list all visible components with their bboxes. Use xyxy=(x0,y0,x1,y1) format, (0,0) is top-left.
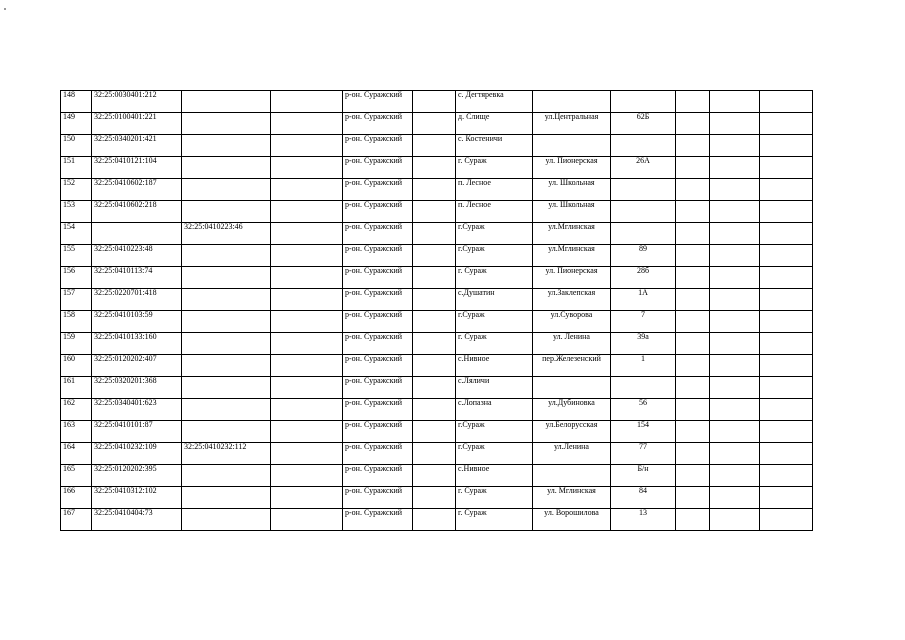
street-cell xyxy=(533,377,611,399)
empty-cell xyxy=(413,201,456,223)
empty-cell xyxy=(710,201,760,223)
empty-cell xyxy=(676,377,710,399)
related-cadastral-number xyxy=(182,465,271,487)
locality-cell: д. Слище xyxy=(456,113,533,135)
empty-cell xyxy=(271,245,343,267)
related-cadastral-number xyxy=(182,157,271,179)
row-number: 159 xyxy=(61,333,92,355)
table-row xyxy=(61,113,813,135)
empty-cell xyxy=(271,355,343,377)
row-number: 157 xyxy=(61,289,92,311)
table-row xyxy=(61,245,813,267)
cadastral-number: 32:25:0320201:368 xyxy=(92,377,182,399)
empty-cell xyxy=(271,91,343,113)
empty-cell xyxy=(710,333,760,355)
region-cell: р-он. Суражский xyxy=(343,355,413,377)
row-number: 158 xyxy=(61,311,92,333)
locality-cell: г.Сураж xyxy=(456,443,533,465)
empty-cell xyxy=(271,487,343,509)
house-cell: 56 xyxy=(611,399,676,421)
row-number: 163 xyxy=(61,421,92,443)
house-cell: 84 xyxy=(611,487,676,509)
related-cadastral-number xyxy=(182,487,271,509)
related-cadastral-number xyxy=(182,311,271,333)
street-cell: ул. Ленина xyxy=(533,333,611,355)
empty-cell xyxy=(271,267,343,289)
row-number: 167 xyxy=(61,509,92,531)
street-cell: пер.Железенский xyxy=(533,355,611,377)
empty-cell xyxy=(413,355,456,377)
street-cell: ул. Пионерская xyxy=(533,267,611,289)
street-cell: ул.Ленина xyxy=(533,443,611,465)
cadastral-number: 32:25:0340201:421 xyxy=(92,135,182,157)
empty-cell xyxy=(676,399,710,421)
related-cadastral-number: 32:25:0410223:46 xyxy=(182,223,271,245)
house-cell xyxy=(611,377,676,399)
empty-cell xyxy=(413,509,456,531)
region-cell: р-он. Суражский xyxy=(343,157,413,179)
empty-cell xyxy=(413,443,456,465)
house-cell: 77 xyxy=(611,443,676,465)
street-cell: ул.Дубиновка xyxy=(533,399,611,421)
region-cell: р-он. Суражский xyxy=(343,421,413,443)
empty-cell xyxy=(710,465,760,487)
cadastral-number: 32:25:0410602:187 xyxy=(92,179,182,201)
empty-cell xyxy=(710,289,760,311)
region-cell: р-он. Суражский xyxy=(343,289,413,311)
region-cell: р-он. Суражский xyxy=(343,377,413,399)
locality-cell: с.Лопазна xyxy=(456,399,533,421)
street-cell xyxy=(533,91,611,113)
empty-cell xyxy=(760,509,813,531)
empty-cell xyxy=(676,465,710,487)
house-cell: 28б xyxy=(611,267,676,289)
locality-cell: г. Сураж xyxy=(456,157,533,179)
empty-cell xyxy=(760,223,813,245)
row-number: 166 xyxy=(61,487,92,509)
empty-cell xyxy=(710,267,760,289)
locality-cell: г. Сураж xyxy=(456,509,533,531)
region-cell: р-он. Суражский xyxy=(343,465,413,487)
row-number: 149 xyxy=(61,113,92,135)
locality-cell: с.Ляличи xyxy=(456,377,533,399)
related-cadastral-number xyxy=(182,113,271,135)
table-row xyxy=(61,465,813,487)
row-number: 155 xyxy=(61,245,92,267)
row-number: 162 xyxy=(61,399,92,421)
empty-cell xyxy=(676,443,710,465)
locality-cell: с.Нивное xyxy=(456,465,533,487)
row-number: 164 xyxy=(61,443,92,465)
related-cadastral-number xyxy=(182,245,271,267)
empty-cell xyxy=(710,157,760,179)
empty-cell xyxy=(676,333,710,355)
table-row xyxy=(61,443,813,465)
empty-cell xyxy=(413,91,456,113)
table-row xyxy=(61,509,813,531)
empty-cell xyxy=(760,465,813,487)
region-cell: р-он. Суражский xyxy=(343,223,413,245)
empty-cell xyxy=(676,311,710,333)
empty-cell xyxy=(710,377,760,399)
locality-cell: г.Сураж xyxy=(456,223,533,245)
empty-cell xyxy=(760,443,813,465)
street-cell xyxy=(533,465,611,487)
cadastral-number: 32:25:0410404:73 xyxy=(92,509,182,531)
empty-cell xyxy=(271,333,343,355)
house-cell: 7 xyxy=(611,311,676,333)
region-cell: р-он. Суражский xyxy=(343,245,413,267)
empty-cell xyxy=(676,421,710,443)
cadastral-number xyxy=(92,223,182,245)
empty-cell xyxy=(710,487,760,509)
empty-cell xyxy=(760,201,813,223)
table-row xyxy=(61,355,813,377)
empty-cell xyxy=(413,267,456,289)
empty-cell xyxy=(710,421,760,443)
empty-cell xyxy=(676,201,710,223)
cadastral-number: 32:25:0410121:104 xyxy=(92,157,182,179)
empty-cell xyxy=(676,509,710,531)
empty-cell xyxy=(271,377,343,399)
table-row xyxy=(61,333,813,355)
empty-cell xyxy=(413,333,456,355)
registry-table xyxy=(60,90,813,531)
related-cadastral-number xyxy=(182,355,271,377)
locality-cell: г.Сураж xyxy=(456,311,533,333)
region-cell: р-он. Суражский xyxy=(343,201,413,223)
empty-cell xyxy=(413,135,456,157)
locality-cell: с.Душатин xyxy=(456,289,533,311)
cadastral-number: 32:25:0100401:221 xyxy=(92,113,182,135)
locality-cell: с. Дегтяревка xyxy=(456,91,533,113)
empty-cell xyxy=(760,267,813,289)
empty-cell xyxy=(710,113,760,135)
empty-cell xyxy=(676,91,710,113)
table-row xyxy=(61,377,813,399)
region-cell: р-он. Суражский xyxy=(343,487,413,509)
street-cell: ул.Мглинская xyxy=(533,245,611,267)
empty-cell xyxy=(710,509,760,531)
empty-cell xyxy=(710,443,760,465)
empty-cell xyxy=(271,223,343,245)
empty-cell xyxy=(413,465,456,487)
table-row xyxy=(61,179,813,201)
region-cell: р-он. Суражский xyxy=(343,113,413,135)
locality-cell: с.Нивное xyxy=(456,355,533,377)
empty-cell xyxy=(413,179,456,201)
empty-cell xyxy=(413,245,456,267)
locality-cell: г.Сураж xyxy=(456,245,533,267)
row-number: 153 xyxy=(61,201,92,223)
empty-cell xyxy=(271,157,343,179)
empty-cell xyxy=(760,377,813,399)
locality-cell: г. Сураж xyxy=(456,333,533,355)
region-cell: р-он. Суражский xyxy=(343,399,413,421)
street-cell xyxy=(533,135,611,157)
empty-cell xyxy=(271,201,343,223)
locality-cell: с. Костеничи xyxy=(456,135,533,157)
empty-cell xyxy=(413,289,456,311)
empty-cell xyxy=(271,289,343,311)
row-number: 165 xyxy=(61,465,92,487)
empty-cell xyxy=(760,311,813,333)
region-cell: р-он. Суражский xyxy=(343,509,413,531)
related-cadastral-number xyxy=(182,399,271,421)
cadastral-number: 32:25:0220701:418 xyxy=(92,289,182,311)
house-cell xyxy=(611,91,676,113)
cadastral-number: 32:25:0410133:160 xyxy=(92,333,182,355)
street-cell: ул.Центральная xyxy=(533,113,611,135)
empty-cell xyxy=(413,223,456,245)
empty-cell xyxy=(760,91,813,113)
empty-cell xyxy=(271,421,343,443)
scan-speck xyxy=(4,8,6,10)
cadastral-number: 32:25:0120202:395 xyxy=(92,465,182,487)
related-cadastral-number xyxy=(182,91,271,113)
row-number: 161 xyxy=(61,377,92,399)
table-row xyxy=(61,311,813,333)
street-cell: ул.Суворова xyxy=(533,311,611,333)
related-cadastral-number xyxy=(182,377,271,399)
empty-cell xyxy=(676,267,710,289)
table-row xyxy=(61,487,813,509)
street-cell: ул.Заклепская xyxy=(533,289,611,311)
empty-cell xyxy=(676,245,710,267)
empty-cell xyxy=(760,179,813,201)
empty-cell xyxy=(676,487,710,509)
empty-cell xyxy=(271,443,343,465)
empty-cell xyxy=(760,355,813,377)
house-cell xyxy=(611,179,676,201)
table-row xyxy=(61,201,813,223)
row-number: 150 xyxy=(61,135,92,157)
table-row xyxy=(61,267,813,289)
empty-cell xyxy=(676,157,710,179)
house-cell: 13 xyxy=(611,509,676,531)
cadastral-number: 32:25:0410232:109 xyxy=(92,443,182,465)
street-cell: ул. Пионерская xyxy=(533,157,611,179)
empty-cell xyxy=(760,421,813,443)
related-cadastral-number xyxy=(182,201,271,223)
table-row xyxy=(61,289,813,311)
empty-cell xyxy=(760,135,813,157)
street-cell: ул. Школьная xyxy=(533,179,611,201)
region-cell: р-он. Суражский xyxy=(343,267,413,289)
region-cell: р-он. Суражский xyxy=(343,135,413,157)
house-cell xyxy=(611,135,676,157)
empty-cell xyxy=(676,135,710,157)
house-cell: 39а xyxy=(611,333,676,355)
locality-cell: г.Сураж xyxy=(456,421,533,443)
empty-cell xyxy=(271,135,343,157)
registry-body xyxy=(61,91,813,531)
house-cell: 1А xyxy=(611,289,676,311)
house-cell: 62Б xyxy=(611,113,676,135)
empty-cell xyxy=(676,289,710,311)
empty-cell xyxy=(710,91,760,113)
empty-cell xyxy=(710,135,760,157)
row-number: 148 xyxy=(61,91,92,113)
empty-cell xyxy=(271,399,343,421)
empty-cell xyxy=(710,223,760,245)
related-cadastral-number xyxy=(182,333,271,355)
empty-cell xyxy=(710,311,760,333)
empty-cell xyxy=(710,355,760,377)
cadastral-number: 32:25:0410103:59 xyxy=(92,311,182,333)
house-cell: 89 xyxy=(611,245,676,267)
related-cadastral-number xyxy=(182,179,271,201)
empty-cell xyxy=(413,157,456,179)
cadastral-number: 32:25:0410113:74 xyxy=(92,267,182,289)
house-cell: Б/н xyxy=(611,465,676,487)
empty-cell xyxy=(760,289,813,311)
empty-cell xyxy=(413,113,456,135)
empty-cell xyxy=(271,113,343,135)
empty-cell xyxy=(676,223,710,245)
table-row xyxy=(61,135,813,157)
cadastral-number: 32:25:0410101:87 xyxy=(92,421,182,443)
empty-cell xyxy=(413,311,456,333)
empty-cell xyxy=(760,333,813,355)
empty-cell xyxy=(271,311,343,333)
row-number: 160 xyxy=(61,355,92,377)
related-cadastral-number: 32:25:0410232:112 xyxy=(182,443,271,465)
house-cell: 1 xyxy=(611,355,676,377)
region-cell: р-он. Суражский xyxy=(343,333,413,355)
related-cadastral-number xyxy=(182,267,271,289)
street-cell: ул.Мглинская xyxy=(533,223,611,245)
cadastral-number: 32:25:0410602:218 xyxy=(92,201,182,223)
empty-cell xyxy=(676,179,710,201)
cadastral-number: 32:25:0410223:48 xyxy=(92,245,182,267)
empty-cell xyxy=(760,245,813,267)
cadastral-number: 32:25:0030401:212 xyxy=(92,91,182,113)
locality-cell: г. Сураж xyxy=(456,267,533,289)
empty-cell xyxy=(710,245,760,267)
cadastral-number: 32:25:0120202:407 xyxy=(92,355,182,377)
empty-cell xyxy=(676,355,710,377)
empty-cell xyxy=(676,113,710,135)
empty-cell xyxy=(710,399,760,421)
row-number: 152 xyxy=(61,179,92,201)
locality-cell: г. Сураж xyxy=(456,487,533,509)
empty-cell xyxy=(760,157,813,179)
empty-cell xyxy=(413,377,456,399)
related-cadastral-number xyxy=(182,135,271,157)
empty-cell xyxy=(413,399,456,421)
empty-cell xyxy=(271,509,343,531)
house-cell xyxy=(611,201,676,223)
row-number: 154 xyxy=(61,223,92,245)
table-row xyxy=(61,157,813,179)
locality-cell: п. Лесное xyxy=(456,179,533,201)
empty-cell xyxy=(760,487,813,509)
street-cell: ул. Ворошилова xyxy=(533,509,611,531)
region-cell: р-он. Суражский xyxy=(343,91,413,113)
cadastral-number: 32:25:0340401:623 xyxy=(92,399,182,421)
house-cell: 154 xyxy=(611,421,676,443)
table-row xyxy=(61,91,813,113)
table-row xyxy=(61,223,813,245)
table-row xyxy=(61,421,813,443)
related-cadastral-number xyxy=(182,421,271,443)
street-cell: ул. Мглинская xyxy=(533,487,611,509)
related-cadastral-number xyxy=(182,289,271,311)
region-cell: р-он. Суражский xyxy=(343,311,413,333)
empty-cell xyxy=(760,399,813,421)
row-number: 156 xyxy=(61,267,92,289)
empty-cell xyxy=(710,179,760,201)
empty-cell xyxy=(760,113,813,135)
empty-cell xyxy=(271,465,343,487)
empty-cell xyxy=(271,179,343,201)
house-cell xyxy=(611,223,676,245)
table-row xyxy=(61,399,813,421)
region-cell: р-он. Суражский xyxy=(343,179,413,201)
row-number: 151 xyxy=(61,157,92,179)
empty-cell xyxy=(413,421,456,443)
empty-cell xyxy=(413,487,456,509)
street-cell: ул.Белорусская xyxy=(533,421,611,443)
house-cell: 26А xyxy=(611,157,676,179)
locality-cell: п. Лесное xyxy=(456,201,533,223)
related-cadastral-number xyxy=(182,509,271,531)
region-cell: р-он. Суражский xyxy=(343,443,413,465)
cadastral-number: 32:25:0410312:102 xyxy=(92,487,182,509)
street-cell: ул. Школьная xyxy=(533,201,611,223)
